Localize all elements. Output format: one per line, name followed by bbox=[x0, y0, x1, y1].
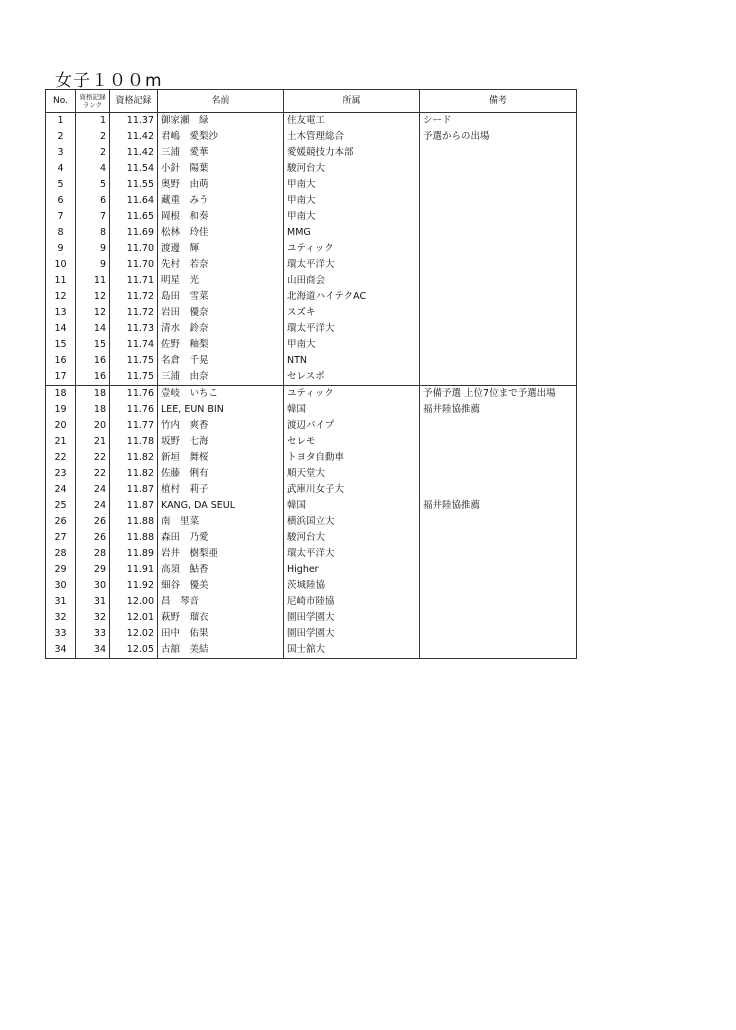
cell-no: 9 bbox=[46, 241, 76, 257]
table-row bbox=[46, 562, 577, 578]
cell-affiliation: 環太平洋大 bbox=[284, 321, 420, 337]
header-rank bbox=[76, 90, 110, 113]
cell-remarks bbox=[420, 257, 577, 273]
cell-remarks bbox=[420, 594, 577, 610]
table-row bbox=[46, 145, 577, 161]
cell-rank: 24 bbox=[76, 482, 110, 498]
cell-rank: 5 bbox=[76, 177, 110, 193]
cell-remarks bbox=[420, 514, 577, 530]
cell-rank: 22 bbox=[76, 450, 110, 466]
cell-record: 11.82 bbox=[110, 450, 158, 466]
cell-no: 13 bbox=[46, 305, 76, 321]
cell-no: 2 bbox=[46, 129, 76, 145]
cell-name: 岡根 和奏 bbox=[158, 209, 284, 225]
table-row bbox=[46, 353, 577, 369]
cell-rank: 22 bbox=[76, 466, 110, 482]
cell-record: 11.73 bbox=[110, 321, 158, 337]
header-name: 名前 bbox=[158, 90, 284, 113]
cell-remarks bbox=[420, 546, 577, 562]
cell-no: 18 bbox=[46, 386, 76, 403]
cell-record: 11.91 bbox=[110, 562, 158, 578]
cell-no: 10 bbox=[46, 257, 76, 273]
cell-no: 24 bbox=[46, 482, 76, 498]
cell-affiliation: 土木管理総合 bbox=[284, 129, 420, 145]
table-row bbox=[46, 530, 577, 546]
cell-no: 7 bbox=[46, 209, 76, 225]
table-row bbox=[46, 546, 577, 562]
cell-name: 明星 光 bbox=[158, 273, 284, 289]
cell-no: 28 bbox=[46, 546, 76, 562]
cell-name: 島田 雪菜 bbox=[158, 289, 284, 305]
cell-remarks bbox=[420, 562, 577, 578]
cell-remarks bbox=[420, 161, 577, 177]
cell-record: 11.71 bbox=[110, 273, 158, 289]
cell-no: 1 bbox=[46, 113, 76, 130]
cell-rank: 33 bbox=[76, 626, 110, 642]
table-row bbox=[46, 225, 577, 241]
cell-no: 32 bbox=[46, 610, 76, 626]
cell-rank: 12 bbox=[76, 305, 110, 321]
cell-affiliation: 園田学園大 bbox=[284, 626, 420, 642]
cell-remarks bbox=[420, 434, 577, 450]
cell-no: 16 bbox=[46, 353, 76, 369]
cell-no: 26 bbox=[46, 514, 76, 530]
cell-affiliation: 国士舘大 bbox=[284, 642, 420, 659]
cell-no: 3 bbox=[46, 145, 76, 161]
cell-record: 11.92 bbox=[110, 578, 158, 594]
cell-affiliation: 韓国 bbox=[284, 402, 420, 418]
cell-no: 31 bbox=[46, 594, 76, 610]
cell-rank: 14 bbox=[76, 321, 110, 337]
cell-name: KANG, DA SEUL bbox=[158, 498, 284, 514]
cell-remarks bbox=[420, 353, 577, 369]
table-row bbox=[46, 321, 577, 337]
table-row bbox=[46, 466, 577, 482]
cell-rank: 32 bbox=[76, 610, 110, 626]
cell-rank: 6 bbox=[76, 193, 110, 209]
cell-name: 佐藤 俐有 bbox=[158, 466, 284, 482]
cell-remarks: 福井陸協推薦 bbox=[420, 498, 577, 514]
cell-record: 11.65 bbox=[110, 209, 158, 225]
cell-affiliation: 園田学園大 bbox=[284, 610, 420, 626]
header-rank-line1: 資格記録 bbox=[79, 93, 106, 101]
cell-no: 22 bbox=[46, 450, 76, 466]
cell-rank: 18 bbox=[76, 402, 110, 418]
cell-no: 21 bbox=[46, 434, 76, 450]
cell-no: 30 bbox=[46, 578, 76, 594]
cell-name: 岩井 樹梨亜 bbox=[158, 546, 284, 562]
cell-affiliation: 横浜国立大 bbox=[284, 514, 420, 530]
cell-name: 壹岐 いちこ bbox=[158, 386, 284, 403]
cell-rank: 24 bbox=[76, 498, 110, 514]
cell-remarks: 予備予選 上位7位まで予選出場 bbox=[420, 386, 577, 403]
header-rank-line2: ランク bbox=[82, 101, 103, 109]
cell-record: 11.76 bbox=[110, 386, 158, 403]
cell-remarks bbox=[420, 337, 577, 353]
cell-rank: 4 bbox=[76, 161, 110, 177]
cell-record: 11.87 bbox=[110, 482, 158, 498]
cell-affiliation: 順天堂大 bbox=[284, 466, 420, 482]
cell-name: 坂野 七海 bbox=[158, 434, 284, 450]
cell-record: 11.78 bbox=[110, 434, 158, 450]
cell-record: 11.64 bbox=[110, 193, 158, 209]
cell-name: LEE, EUN BIN bbox=[158, 402, 284, 418]
cell-affiliation: トヨタ自動車 bbox=[284, 450, 420, 466]
cell-name: 萩野 瑠衣 bbox=[158, 610, 284, 626]
cell-rank: 7 bbox=[76, 209, 110, 225]
cell-record: 11.87 bbox=[110, 498, 158, 514]
table-row bbox=[46, 610, 577, 626]
cell-rank: 30 bbox=[76, 578, 110, 594]
cell-rank: 16 bbox=[76, 369, 110, 386]
header-no: No. bbox=[46, 90, 76, 113]
header-affiliation: 所属 bbox=[284, 90, 420, 113]
cell-affiliation: セレモ bbox=[284, 434, 420, 450]
cell-no: 15 bbox=[46, 337, 76, 353]
cell-affiliation: MMG bbox=[284, 225, 420, 241]
table-row bbox=[46, 113, 577, 130]
cell-record: 11.77 bbox=[110, 418, 158, 434]
cell-rank: 26 bbox=[76, 530, 110, 546]
cell-remarks bbox=[420, 530, 577, 546]
cell-remarks bbox=[420, 321, 577, 337]
cell-affiliation: 環太平洋大 bbox=[284, 257, 420, 273]
cell-rank: 11 bbox=[76, 273, 110, 289]
cell-record: 11.70 bbox=[110, 241, 158, 257]
cell-name: 高須 鮎香 bbox=[158, 562, 284, 578]
cell-affiliation: セレスポ bbox=[284, 369, 420, 386]
cell-rank: 1 bbox=[76, 113, 110, 130]
cell-affiliation: 甲南大 bbox=[284, 209, 420, 225]
cell-record: 11.76 bbox=[110, 402, 158, 418]
cell-remarks: シード bbox=[420, 113, 577, 130]
cell-no: 6 bbox=[46, 193, 76, 209]
table-row bbox=[46, 386, 577, 403]
cell-affiliation: 甲南大 bbox=[284, 193, 420, 209]
cell-no: 27 bbox=[46, 530, 76, 546]
cell-record: 11.72 bbox=[110, 305, 158, 321]
cell-record: 11.74 bbox=[110, 337, 158, 353]
cell-no: 29 bbox=[46, 562, 76, 578]
table-row bbox=[46, 434, 577, 450]
cell-affiliation: 韓国 bbox=[284, 498, 420, 514]
cell-record: 11.88 bbox=[110, 530, 158, 546]
cell-affiliation: 武庫川女子大 bbox=[284, 482, 420, 498]
cell-remarks bbox=[420, 369, 577, 386]
cell-name: 三浦 由奈 bbox=[158, 369, 284, 386]
cell-remarks bbox=[420, 626, 577, 642]
header-remarks: 備考 bbox=[420, 90, 577, 113]
cell-name: 植村 莉子 bbox=[158, 482, 284, 498]
cell-remarks bbox=[420, 225, 577, 241]
cell-remarks bbox=[420, 145, 577, 161]
table-row bbox=[46, 337, 577, 353]
table-row bbox=[46, 642, 577, 659]
cell-rank: 8 bbox=[76, 225, 110, 241]
table-row bbox=[46, 594, 577, 610]
cell-name: 奥野 由萌 bbox=[158, 177, 284, 193]
cell-remarks bbox=[420, 177, 577, 193]
cell-affiliation: 渡辺パイプ bbox=[284, 418, 420, 434]
cell-record: 11.89 bbox=[110, 546, 158, 562]
cell-affiliation: 住友電工 bbox=[284, 113, 420, 130]
cell-rank: 9 bbox=[76, 257, 110, 273]
cell-record: 12.01 bbox=[110, 610, 158, 626]
table-row bbox=[46, 209, 577, 225]
table-header-row bbox=[46, 90, 577, 113]
header-record: 資格記録 bbox=[110, 90, 158, 113]
cell-rank: 2 bbox=[76, 129, 110, 145]
cell-record: 12.02 bbox=[110, 626, 158, 642]
table-row bbox=[46, 626, 577, 642]
cell-remarks bbox=[420, 209, 577, 225]
cell-record: 11.88 bbox=[110, 514, 158, 530]
table-row bbox=[46, 450, 577, 466]
table-row bbox=[46, 305, 577, 321]
cell-record: 11.42 bbox=[110, 129, 158, 145]
table-row bbox=[46, 578, 577, 594]
cell-affiliation: スズキ bbox=[284, 305, 420, 321]
cell-name: 竹内 爽香 bbox=[158, 418, 284, 434]
cell-affiliation: 茨城陸協 bbox=[284, 578, 420, 594]
table-row bbox=[46, 129, 577, 145]
table-row bbox=[46, 241, 577, 257]
cell-name: 南 里菜 bbox=[158, 514, 284, 530]
cell-rank: 2 bbox=[76, 145, 110, 161]
cell-name: 小針 陽葉 bbox=[158, 161, 284, 177]
cell-rank: 31 bbox=[76, 594, 110, 610]
cell-no: 20 bbox=[46, 418, 76, 434]
cell-rank: 16 bbox=[76, 353, 110, 369]
cell-record: 12.00 bbox=[110, 594, 158, 610]
cell-record: 11.82 bbox=[110, 466, 158, 482]
table-body bbox=[46, 113, 577, 659]
cell-rank: 29 bbox=[76, 562, 110, 578]
cell-remarks bbox=[420, 610, 577, 626]
cell-rank: 20 bbox=[76, 418, 110, 434]
cell-no: 8 bbox=[46, 225, 76, 241]
cell-rank: 34 bbox=[76, 642, 110, 659]
table-row bbox=[46, 177, 577, 193]
cell-record: 11.37 bbox=[110, 113, 158, 130]
cell-no: 34 bbox=[46, 642, 76, 659]
cell-affiliation: 尼崎市陸協 bbox=[284, 594, 420, 610]
cell-record: 11.69 bbox=[110, 225, 158, 241]
cell-remarks bbox=[420, 193, 577, 209]
cell-no: 12 bbox=[46, 289, 76, 305]
cell-remarks bbox=[420, 305, 577, 321]
cell-name: 先村 若奈 bbox=[158, 257, 284, 273]
cell-no: 25 bbox=[46, 498, 76, 514]
cell-rank: 26 bbox=[76, 514, 110, 530]
cell-remarks bbox=[420, 289, 577, 305]
cell-rank: 9 bbox=[76, 241, 110, 257]
cell-record: 11.70 bbox=[110, 257, 158, 273]
cell-affiliation: 愛媛競技力本部 bbox=[284, 145, 420, 161]
cell-no: 17 bbox=[46, 369, 76, 386]
cell-no: 33 bbox=[46, 626, 76, 642]
cell-name: 名倉 千晃 bbox=[158, 353, 284, 369]
cell-affiliation: ユティック bbox=[284, 386, 420, 403]
cell-remarks bbox=[420, 241, 577, 257]
cell-affiliation: NTN bbox=[284, 353, 420, 369]
cell-affiliation: ユティック bbox=[284, 241, 420, 257]
cell-rank: 28 bbox=[76, 546, 110, 562]
cell-remarks: 予選からの出場 bbox=[420, 129, 577, 145]
cell-name: 佐野 釉梨 bbox=[158, 337, 284, 353]
cell-affiliation: 駿河台大 bbox=[284, 161, 420, 177]
cell-remarks bbox=[420, 466, 577, 482]
cell-name: 昌 琴音 bbox=[158, 594, 284, 610]
entry-list-table bbox=[45, 89, 577, 659]
cell-no: 4 bbox=[46, 161, 76, 177]
cell-affiliation: 甲南大 bbox=[284, 177, 420, 193]
cell-no: 23 bbox=[46, 466, 76, 482]
cell-no: 11 bbox=[46, 273, 76, 289]
cell-record: 12.05 bbox=[110, 642, 158, 659]
cell-rank: 15 bbox=[76, 337, 110, 353]
table-row bbox=[46, 402, 577, 418]
table-row bbox=[46, 257, 577, 273]
cell-name: 御家瀬 緑 bbox=[158, 113, 284, 130]
cell-remarks bbox=[420, 578, 577, 594]
cell-name: 古舘 美結 bbox=[158, 642, 284, 659]
cell-no: 5 bbox=[46, 177, 76, 193]
cell-name: 君嶋 愛梨沙 bbox=[158, 129, 284, 145]
table-row bbox=[46, 482, 577, 498]
cell-affiliation: 環太平洋大 bbox=[284, 546, 420, 562]
cell-record: 11.42 bbox=[110, 145, 158, 161]
table-row bbox=[46, 514, 577, 530]
cell-no: 14 bbox=[46, 321, 76, 337]
cell-name: 岩田 優奈 bbox=[158, 305, 284, 321]
table-row bbox=[46, 369, 577, 386]
cell-name: 清水 鈴奈 bbox=[158, 321, 284, 337]
cell-affiliation: 甲南大 bbox=[284, 337, 420, 353]
cell-remarks bbox=[420, 273, 577, 289]
cell-record: 11.72 bbox=[110, 289, 158, 305]
cell-no: 19 bbox=[46, 402, 76, 418]
table-row bbox=[46, 193, 577, 209]
cell-rank: 12 bbox=[76, 289, 110, 305]
cell-affiliation: 山田商会 bbox=[284, 273, 420, 289]
cell-remarks bbox=[420, 418, 577, 434]
cell-remarks bbox=[420, 642, 577, 659]
cell-record: 11.75 bbox=[110, 353, 158, 369]
cell-name: 新垣 舞桜 bbox=[158, 450, 284, 466]
table-row bbox=[46, 289, 577, 305]
cell-remarks bbox=[420, 450, 577, 466]
cell-name: 松林 玲佳 bbox=[158, 225, 284, 241]
table-row bbox=[46, 418, 577, 434]
cell-name: 田中 佑果 bbox=[158, 626, 284, 642]
cell-record: 11.54 bbox=[110, 161, 158, 177]
cell-rank: 21 bbox=[76, 434, 110, 450]
page-title: 女子１００m bbox=[55, 71, 163, 91]
cell-name: 三浦 愛華 bbox=[158, 145, 284, 161]
cell-name: 森田 乃愛 bbox=[158, 530, 284, 546]
cell-affiliation: 北海道ハイテクAC bbox=[284, 289, 420, 305]
table-row bbox=[46, 498, 577, 514]
cell-remarks: 福井陸協推薦 bbox=[420, 402, 577, 418]
cell-rank: 18 bbox=[76, 386, 110, 403]
cell-name: 細谷 優美 bbox=[158, 578, 284, 594]
cell-record: 11.75 bbox=[110, 369, 158, 386]
cell-name: 藏重 みう bbox=[158, 193, 284, 209]
cell-affiliation: 駿河台大 bbox=[284, 530, 420, 546]
table-row bbox=[46, 161, 577, 177]
cell-record: 11.55 bbox=[110, 177, 158, 193]
cell-remarks bbox=[420, 482, 577, 498]
cell-affiliation: Higher bbox=[284, 562, 420, 578]
table-row bbox=[46, 273, 577, 289]
cell-name: 渡邊 輝 bbox=[158, 241, 284, 257]
